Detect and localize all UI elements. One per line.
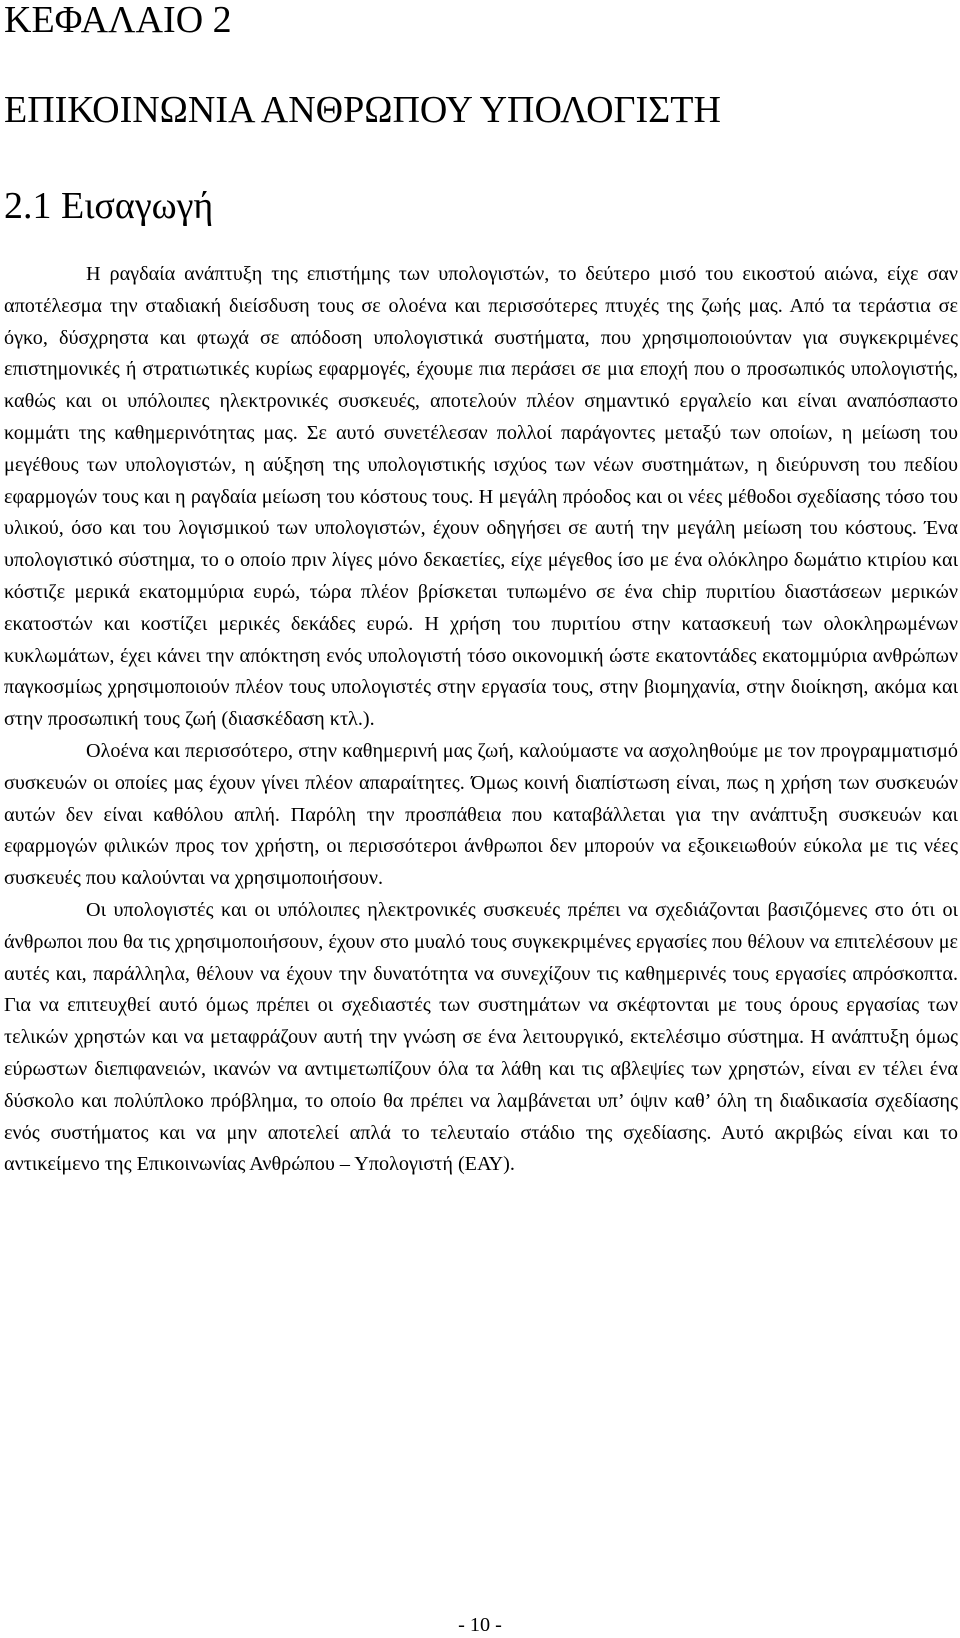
page-number: - 10 -: [458, 1614, 502, 1636]
paragraph: Ολοένα και περισσότερο, στην καθημερινή μας ζωή, καλούμαστε να ασχοληθούμε με τον προγραμματισμό συσκευών οι οποίες μας έχουν γίνει πλέον απαραίτητες. Όμως κοινή διαπίστωση είναι, πως η χρήση των συσκευών αυτών δεν είναι καθόλου απλή. Παρόλη την προσπάθεια που καταβάλλεται για την ανάπτυξη συσκευών και εφαρμογών φιλικών προς τον χρήστη, οι περισσότεροι άνθρωποι δεν μπορούν να εξοικειωθούν εύκολα με τις νέες συσκευές που καλούνται να χρησιμοποιήσουν.: [4, 739, 958, 890]
paragraph: Η ραγδαία ανάπτυξη της επιστήμης των υπολογιστών, το δεύτερο μισό του εικοστού αιώνα, είχε σαν αποτέλεσμα την σταδιακή διείσδυση τους σε ολοένα και περισσότερες πτυχές της ζωής μας. Από τα τεράστια σε όγκο, δύσχρηστα και φτωχά σε απόδοση υπολογιστικά συστήματα, που χρησιμοποιούνταν για συγκεκριμένες επιστημονικές ή στρατιωτικές κυρίως εφαρμογές, έχουμε πια περάσει σε μια εποχή που ο προσωπικός υπολογιστής, καθώς και οι υπόλοιπες ηλεκτρονικές συσκευές, αποτελούν πλέον σημαντικό εργαλείο και είναι αναπόσπαστο κομμάτι της καθημερινότητας μας. Σε αυτό συνετέλεσαν πολλοί παράγοντες μεταξύ των οποίων, η μείωση του μεγέθους των υπολογιστών, η αύξηση της υπολογιστικής ισχύος των νέων συστημάτων, η διεύρυνση του πεδίου εφαρμογών τους και η ραγδαία μείωση του κόστους τους. Η μεγάλη πρόοδος και οι νέες μέθοδοι σχεδίασης τόσο του υλικού, όσο και του λογισμικού των υπολογιστών, έχουν οδηγήσει σε αυτή την μεγάλη μείωση του κόστους. Ένα υπολογιστικό σύστημα, το ο οποίο πριν λίγες μόνο δεκαετίες, είχε μέγεθος ίσο με ένα ολόκληρο δωμάτιο κτιρίου και κόστιζε μερικά εκατομμύρια ευρώ, τώρα πλέον βρίσκεται τυπωμένο σε ένα chip πυριτίου διαστάσεων μερικών εκατοστών και κοστίζει μερικές δεκάδες ευρώ. Η χρήση του πυριτίου στην κατασκευή των ολοκληρωμένων κυκλωμάτων, έχει κάνει την απόκτηση ενός υπολογιστή τόσο οικονομική ώστε εκατοντάδες εκατομμύρια ανθρώπων παγκοσμίως χρησιμοποιούν πλέον τους υπολογιστές στην εργασία τους, στην βιομηχανία, στην διοίκηση, ακόμα και στην προσωπική τους ζωή (διασκέδαση κτλ.).: [4, 263, 958, 731]
paragraph: Οι υπολογιστές και οι υπόλοιπες ηλεκτρονικές συσκευές πρέπει να σχεδιάζονται βασιζόμενες στο ότι οι άνθρωποι που θα τις χρησιμοποιήσουν, έχουν στο μυαλό τους συγκεκριμένες εργασίες που θέλουν να επιτελέσουν με αυτές και, παράλληλα, θέλουν να έχουν την δυνατότητα να συνεχίζουν τις καθημερινές τους εργασίες απρόσκοπτα. Για να επιτευχθεί αυτό όμως πρέπει οι σχεδιαστές των συστημάτων να σκέφτονται με τους όρους εργασίας των τελικών χρηστών και να μεταφράζουν αυτή την γνώση σε ένα λειτουργικό, εκτελέσιμο σύστημα. Η ανάπτυξη όμως εύρωστων διεπιφανειών, ικανών να αντιμετωπίζουν όλα τα λάθη και τις αβλεψίες των χρηστών, είναι εν τέλει ένα δύσκολο και πολύπλοκο πρόβλημα, το οποίο θα πρέπει να λαμβάνεται υπ’ όψιν καθ’ όλη τη διαδικασία σχεδίασης ενός συστήματος και να μην αποτελεί απλά το τελευταίο στάδιο της σχεδίασης. Αυτό ακριβώς είναι και το αντικείμενο της Επικοινωνίας Ανθρώπου – Υπολογιστή (ΕΑΥ).: [4, 898, 958, 1176]
chapter-title: ΕΠΙΚΟΙΝΩΝΙΑ ΑΝΘΡΩΠΟΥ ΥΠΟΛΟΓΙΣΤΗ: [4, 89, 721, 131]
body-text: [4, 259, 958, 1181]
chapter-heading: ΚΕΦΑΛΑΙΟ 2: [4, 0, 232, 41]
section-heading: 2.1 Εισαγωγή: [4, 185, 214, 227]
